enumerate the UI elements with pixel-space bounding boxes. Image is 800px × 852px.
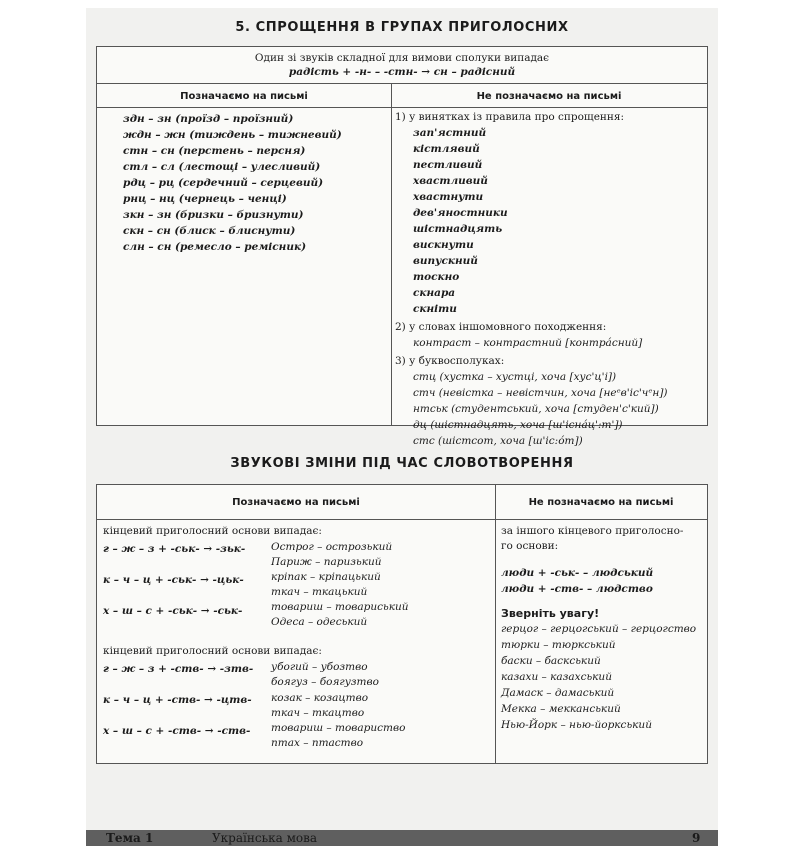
footer-subject: Українська мова [212, 831, 318, 845]
rule: г – ж – з + -ськ- → -зьк- [103, 543, 246, 555]
example: птах – птаство [271, 737, 364, 749]
attention-note: Зверніть увагу! [501, 607, 600, 620]
list-item: контраст – контрастний [контра́сний] [413, 337, 643, 349]
column-header-unmarked: Не позначаємо на письмі [528, 497, 674, 508]
column-header-marked: Позначаємо на письмі [180, 91, 308, 102]
page-footer [86, 830, 718, 846]
column-header-unmarked: Не позначаємо на письмі [476, 91, 622, 102]
right-intro-line: за іншого кінцевого приголосно- [501, 525, 684, 537]
example: товариш – товариський [271, 601, 409, 613]
document-page [86, 8, 718, 846]
rule: г – ж – з + -ств- → -зтв- [103, 663, 254, 675]
list-item: зап'ястний [413, 127, 487, 139]
example: Париж – паризький [271, 556, 382, 568]
simplification-table [96, 46, 708, 447]
example: ткач – ткацтво [271, 707, 365, 719]
list-item: дев'яностники [413, 207, 508, 219]
column-header-marked: Позначаємо на письмі [232, 497, 360, 508]
example: Одеса – одеський [271, 616, 368, 628]
section-title-simplification: 5. СПРОЩЕННЯ В ГРУПАХ ПРИГОЛОСНИХ [235, 20, 569, 35]
group-title: 2) у словах іншомовного походження: [395, 321, 607, 333]
list-item: стл – сл (лестощі – улесливий) [123, 161, 321, 173]
table-intro: Один зі звуків складної для вимови сполуки випадає [254, 52, 550, 64]
list-item: рнц – нц (чернець – ченці) [123, 193, 287, 205]
block-title: кінцевий приголосний основи випадає: [103, 645, 322, 657]
rule: к – ч – ц + -ськ- → -цьк- [103, 574, 244, 586]
list-item: шістнадцять [413, 223, 503, 235]
example: ткач – ткацький [271, 586, 368, 598]
rule: х – ш – с + -ств- → -ств- [103, 725, 251, 737]
list-item: пестливий [413, 159, 483, 171]
example: боягуз – боягузтво [271, 676, 379, 688]
table-intro-example: радість + -н- – -стн- → сн – радісний [288, 66, 516, 78]
example: товариш – товариство [271, 722, 406, 734]
example: баски – баскський [501, 655, 601, 667]
example: кріпак – кріпацький [271, 571, 381, 583]
list-item: слн – сн (ремесло – ремісник) [123, 241, 307, 253]
group-title: 3) у буквосполуках: [395, 355, 505, 367]
example: козак – козацтво [271, 692, 369, 704]
block-title: кінцевий приголосний основи випадає: [103, 525, 322, 537]
sound-changes-table [96, 484, 708, 764]
example: герцог – герцогський – герцогство [501, 623, 697, 635]
example: Дамаск – дамаський [501, 687, 615, 699]
list-item: вискнути [413, 239, 474, 251]
right-intro-line: го основи: [501, 540, 559, 552]
rule: к – ч – ц + -ств- → -цтв- [103, 694, 252, 706]
example: люди + -ств- – людство [501, 583, 653, 595]
list-item: скніти [413, 303, 457, 315]
list-item: скн – сн (блиск – блиснути) [123, 225, 296, 237]
list-item: хвастнути [413, 191, 484, 203]
list-item: стч (невістка – невістчин, хоча [неᵉв'іс'чᵉн]) [413, 387, 668, 399]
list-item: стц (хустка – хустці, хоча [хус'ц'і]) [413, 371, 617, 383]
example: казахи – казахський [501, 671, 612, 683]
list-item: ждн – жн (тиждень – тижневий) [123, 129, 342, 141]
footer-topic: Тема 1 [106, 831, 154, 845]
list-item: стс (шістсот, хоча [ш'іс:о́т]) [413, 435, 583, 447]
list-item: хвастливий [413, 175, 488, 187]
example: Острог – острозький [271, 541, 393, 553]
example: Мекка – мекканський [501, 703, 621, 715]
example: тюрки – тюркський [501, 639, 616, 651]
group-title: 1) у винятках із правила про спрощення: [395, 111, 625, 123]
list-item: кістлявий [413, 143, 480, 155]
page-number: 9 [692, 831, 701, 845]
list-item: рдц – рц (сердечний – серцевий) [123, 177, 324, 189]
example: люди + -ськ- – людський [501, 567, 654, 579]
example: убогий – убозтво [271, 661, 368, 673]
list-item: тоскно [413, 271, 460, 283]
list-item: дц (шістнадцять, хоча [ш'існа́ц':т']) [413, 419, 623, 431]
list-item: нтськ (студентський, хоча [студен'с'кий]) [413, 403, 659, 415]
section-title-sound-changes: ЗВУКОВІ ЗМІНИ ПІД ЧАС СЛОВОТВОРЕННЯ [230, 456, 574, 471]
rule: х – ш – с + -ськ- → -ськ- [103, 605, 243, 617]
list-item: скнара [413, 287, 456, 299]
example: Нью-Йорк – нью-йоркський [501, 719, 652, 731]
list-item: зкн – зн (бризки – бризнути) [123, 209, 304, 221]
list-item: стн – сн (перстень – персня) [123, 145, 306, 157]
list-item: випускний [413, 255, 478, 267]
list-item: здн – зн (проїзд – проїзний) [123, 113, 294, 125]
